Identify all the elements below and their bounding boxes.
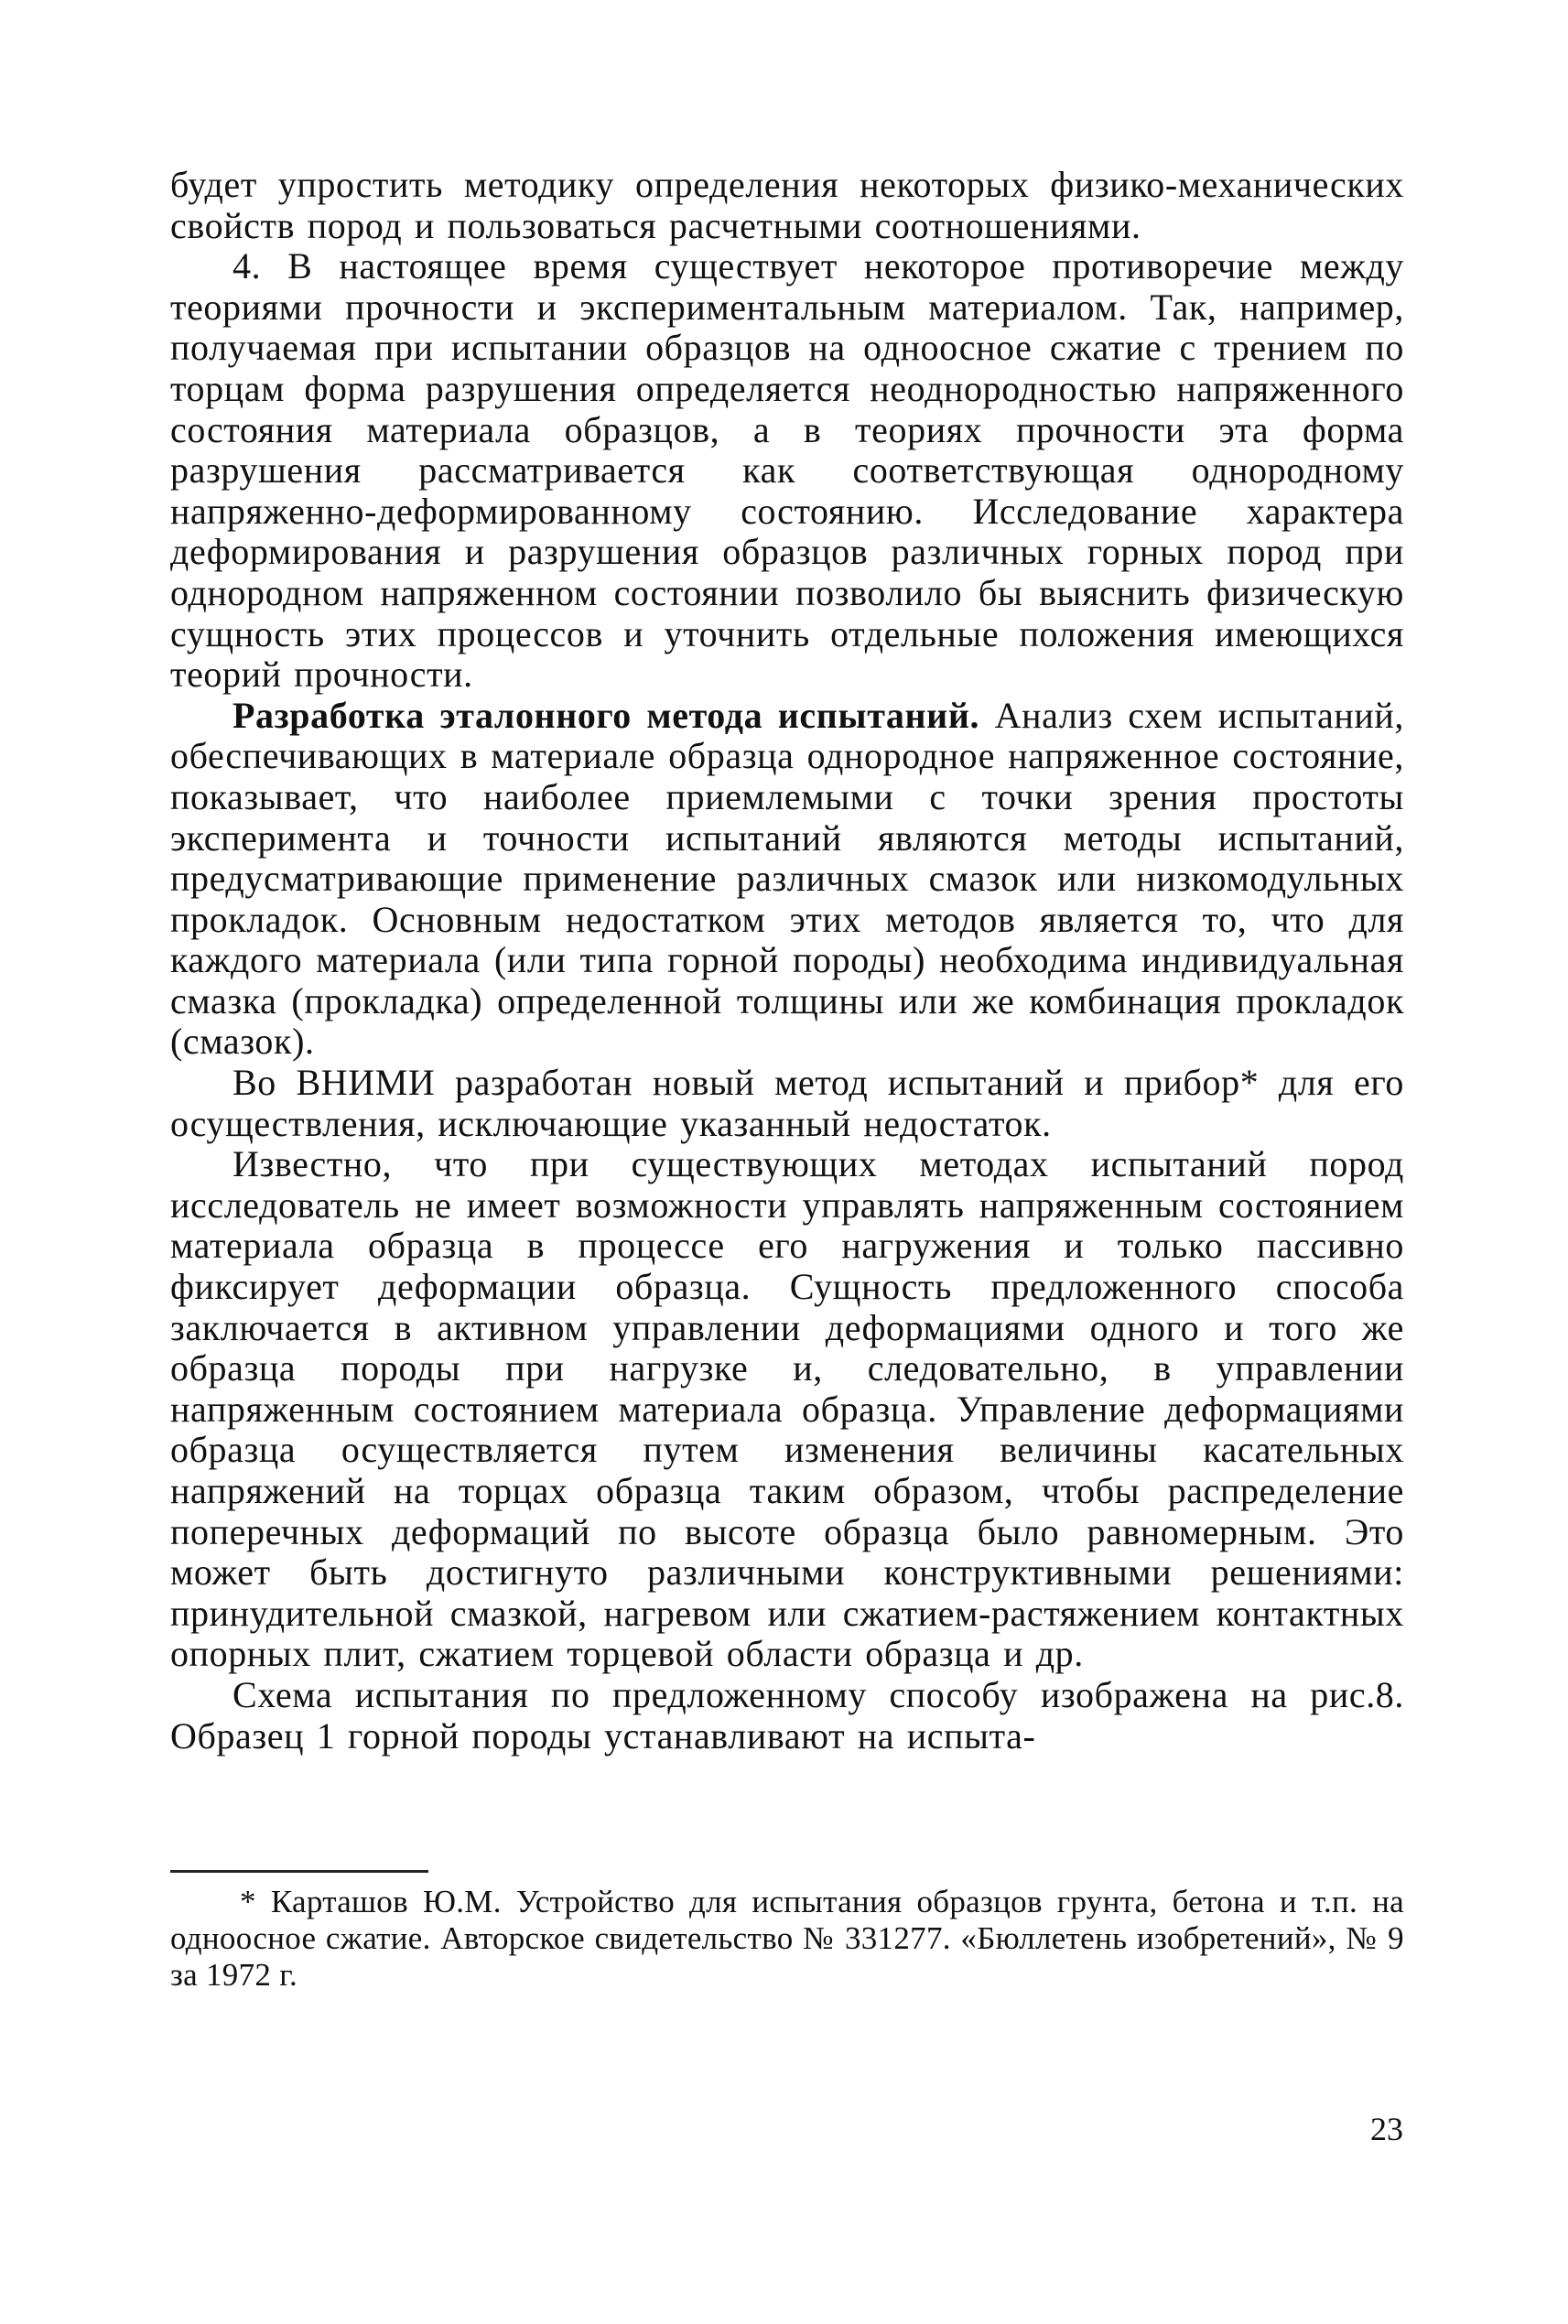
footnote-divider	[170, 1870, 428, 1873]
page-number: 23	[1370, 2111, 1403, 2147]
page-body	[170, 165, 1404, 1757]
paragraph-point-4: 4. В настоящее время существует некоторое противоречие между теориями прочности и экспериментальным материалом. Так, например, получаемая при испытании образцов на одноосное сжатие с трением по торцам форма разрушения определяется неоднородностью напряженного состояния материала образцов, а в теориях прочности эта форма разрушения рассматривается как соответствующая однородному напряженно-деформированному состоянию. Исследование характера деформирования и разрушения образцов различных горных пород при однородном напряженном состоянии позволило бы выяснить физическую сущность этих процессов и уточнить отдельные положения имеющихся теорий прочности.	[170, 245, 1404, 696]
footnote: * Карташов Ю.М. Устройство для испытания образцов грунта, бетона и т.п. на одноосное сжатие. Авторское свидетельство № 331277. «Бюллетень изобретений», № 9 за 1972 г.	[170, 1884, 1404, 1993]
section-heading: Разработка эталонного метода испытаний.	[232, 694, 980, 736]
paragraph-method: Известно, что при существующих методах испытаний пород исследователь не имеет возможности управлять напряженным состоянием материала образца в процессе его нагружения и только пассивно фиксирует деформации образца. Сущность предложенного способа заключается в активном управлении деформациями одного и того же образца породы при нагрузке и, следовательно, в управлении напряженным состоянием материала образца. Управление деформациями образца осуществляется путем изменения величины касательных напряжений на торцах образца таким образом, чтобы распределение поперечных деформаций по высоте образца было равномерным. Это может быть достигнуто различными конструктивными решениями: принудительной смазкой, нагревом или сжатием-растяжением контактных опорных плит, сжатием торцевой области образца и др.	[170, 1143, 1404, 1675]
paragraph-vnimi: Во ВНИМИ разработан новый метод испытаний и прибор* для его осуществления, исключающие указанный недостаток.	[170, 1062, 1404, 1144]
paragraph-continuation: будет упростить методику определения некоторых физико-механических свойств пород и пользоваться расчетными соотношениями.	[170, 164, 1404, 246]
paragraph-scheme: Схема испытания по предложенному способу изображена на рис.8. Образец 1 горной породы устанавливают на испыта-	[170, 1673, 1404, 1757]
section-text: Анализ схем испытаний, обеспечивающих в материале образца однородное напряженное состояние, показывает, что наиболее приемлемыми с точки зрения простоты эксперимента и точности испытаний являются методы испытаний, предусматривающие применение различных смазок или низкомодульных прокладок. Основным недостатком этих методов является то, что для каждого материала (или типа горной породы) необходима индивидуальная смазка (прокладка) определенной толщины или же комбинация прокладок (смазок).	[170, 694, 1404, 1063]
paragraph-section	[170, 696, 1404, 1063]
